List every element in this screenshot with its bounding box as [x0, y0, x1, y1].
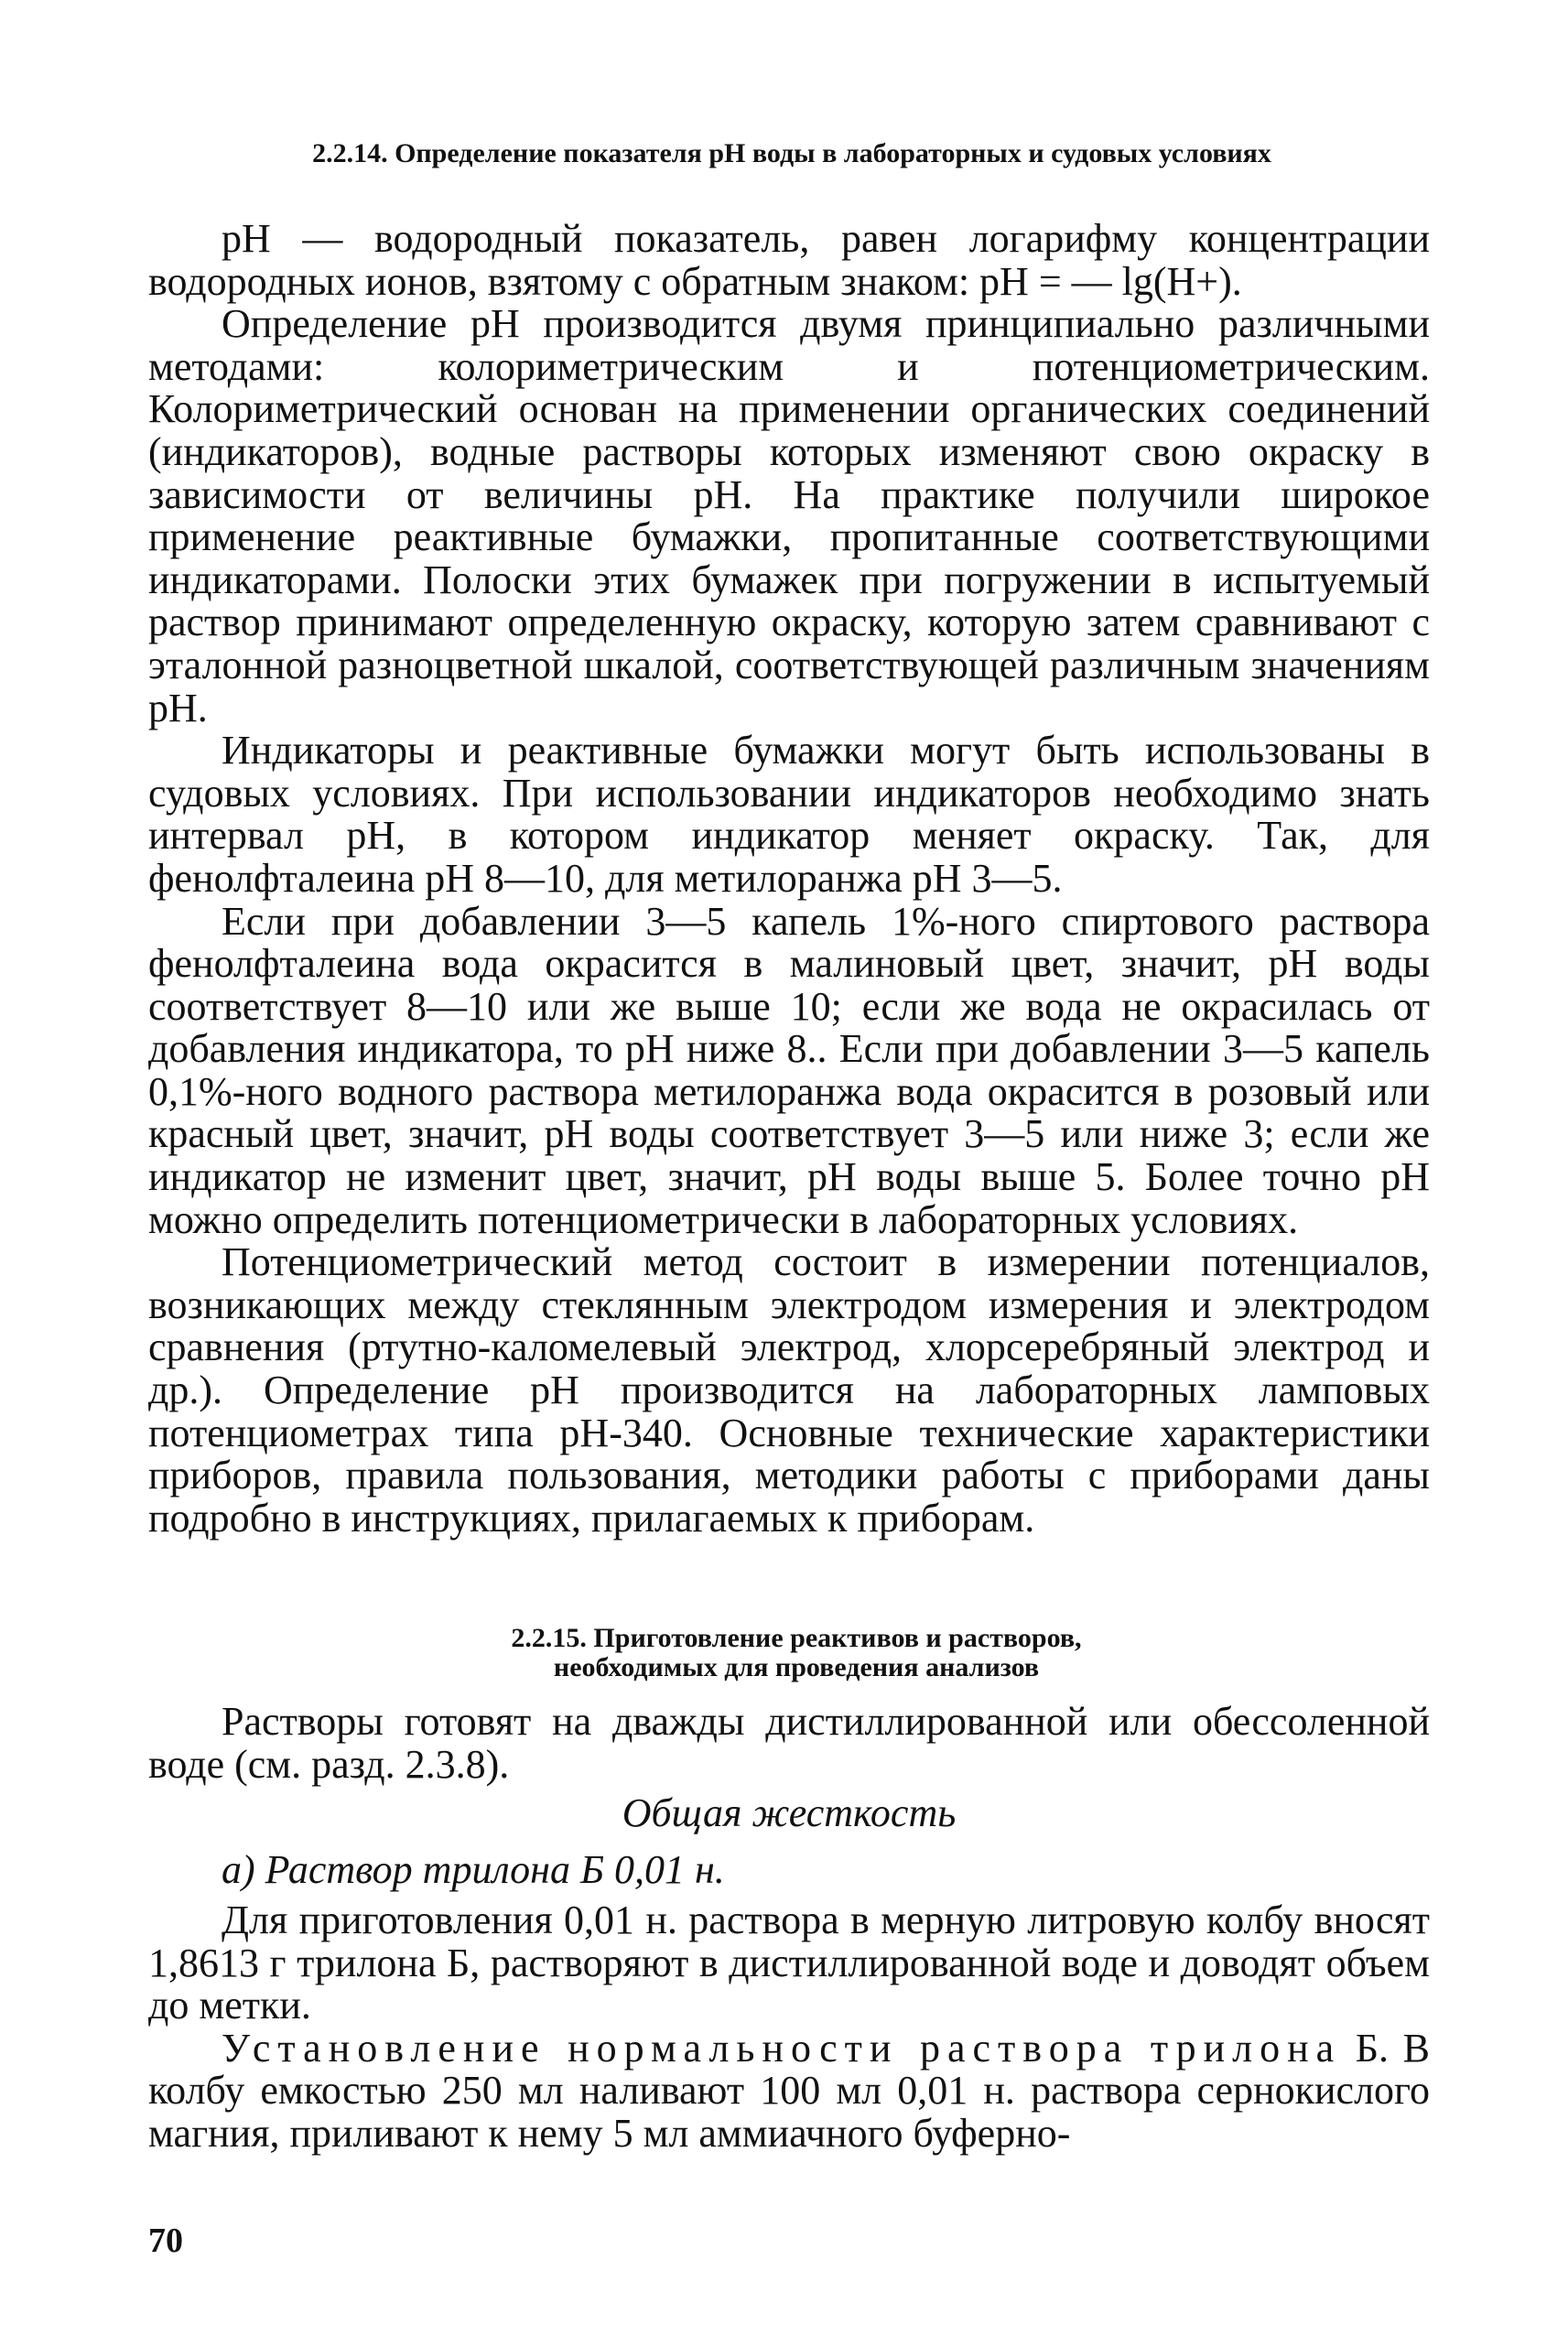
subheading-trilon-solution: а) Раствор трилона Б 0,01 н. [222, 1847, 725, 1892]
section-heading-line-1: 2.2.15. Приготовление реактивов и растворов, [511, 1623, 1082, 1653]
page-number: 70 [148, 2222, 183, 2260]
paragraph-indicators: Индикаторы и реактивные бумажки могут быть использованы в судовых условиях. При использовании индикаторов необходимо знать интервал pH, в котором индикатор меняет окраску. Так, для фенолфталеина pH 8—10, для метилоранжа pH 3—5. [148, 728, 1430, 901]
section-2-2-15-intro [148, 1701, 1430, 1786]
paragraph-ph-methods: Определение pH производится двумя принципиально различными методами: колориметрическим и потенциометрическим. Колориметрический основан на применении органических соединений (индикаторов), водные растворы которых изменяют свою окраску в зависимости от величины pH. На практике получили широкое применение реактивные бумажки, пропитанные соответствующими индикаторами. Полоски этих бумажек при погружении в испытуемый раствор принимают определенную окраску, которую затем сравнивают с эталонной разноцветной шкалой, соответствующей различным значениям pH. [148, 301, 1430, 730]
normality-text: Б. В колбу емкостью 250 мл наливают 100 мл 0,01 н. раствора сернокислого магния, приливают к нему 5 мл аммиачного буферно- [148, 2025, 1430, 2156]
section-2-2-15-body [148, 1899, 1430, 2156]
section-2-2-14-body [148, 218, 1430, 1540]
paragraph-solutions-intro: Растворы готовят на дважды дистиллированной или обессоленной воде (см. разд. 2.3.8). [148, 1699, 1430, 1787]
paragraph-ph-definition: pH — водородный показатель, равен логарифму концентрации водородных ионов, взятому с обратным знаком: pH = — lg(H+). [148, 216, 1430, 304]
paragraph-normality-setup [148, 2025, 1430, 2156]
paragraph-trilon-preparation: Для приготовления 0,01 н. раствора в мерную литровую колбу вносят 1,8613 г трилона Б, растворяют в дистиллированной воде и доводят объем до метки. [148, 1898, 1430, 2028]
paragraph-indicator-procedure: Если при добавлении 3—5 капель 1%-ного спиртового раствора фенолфталеина вода окрасится в малиновый цвет, значит, pH воды соответствует 8—10 или же выше 10; если же вода не окрасилась от добавления индикатора, то pH ниже 8.. Если при добавлении 3—5 капель 0,1%-ного водного раствора метилоранжа вода окрасится в розовый или красный цвет, значит, pH воды соответствует 3—5 или ниже 3; если же индикатор не изменит цвет, значит, pH воды выше 5. Более точно pH можно определить потенциометрически в лабораторных условиях. [148, 898, 1430, 1242]
section-heading-2-2-14: 2.2.14. Определение показателя pH воды в лабораторных и судовых условиях [312, 138, 1271, 168]
section-heading-line-2: необходимых для проведения анализов [553, 1652, 1040, 1682]
subtitle-general-hardness: Общая жесткость [622, 1790, 957, 1835]
spaced-term-normality: Установление нормальности раствора трилона [222, 2025, 1342, 2071]
paragraph-potentiometric: Потенциометрический метод состоит в измерении потенциалов, возникающих между стеклянным электродом измерения и электродом сравнения (ртутно-каломелевый электрод, хлорсеребряный электрод и др.). Определение pH производится на лабораторных ламповых потенциометрах типа pH-340. Основные технические характеристики приборов, правила пользования, методики работы с приборами даны подробно в инструкциях, прилагаемых к приборам. [148, 1239, 1430, 1541]
section-heading-2-2-15 [183, 1624, 1410, 1682]
